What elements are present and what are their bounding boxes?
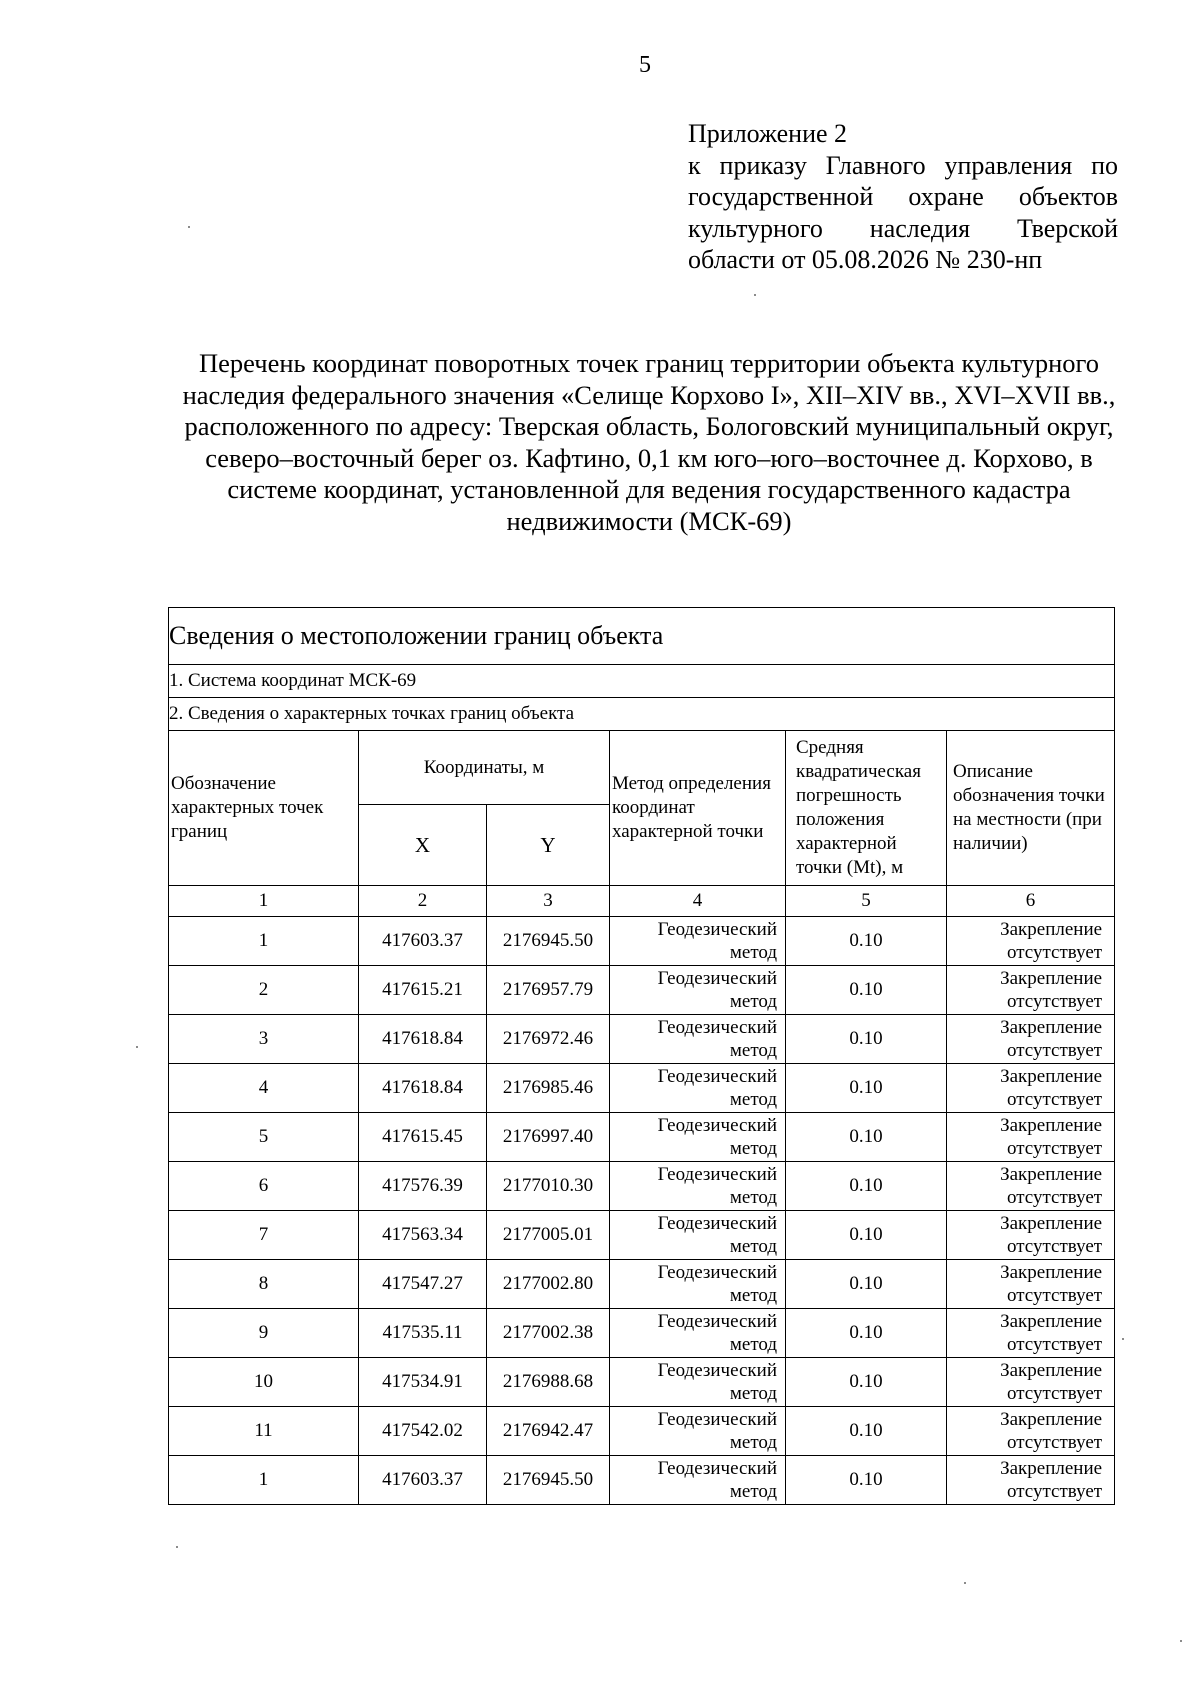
description-cell-line: отсутствует [1007, 1334, 1103, 1355]
column-number: 2 [359, 886, 487, 917]
x-coordinate-cell: 417576.39 [359, 1162, 487, 1211]
method-cell-line: метод [729, 991, 777, 1012]
x-coordinate-cell: 417615.45 [359, 1113, 487, 1162]
error-cell: 0.10 [786, 1015, 947, 1064]
scan-speck [1122, 1338, 1124, 1340]
description-cell-line: Закрепление [1000, 1065, 1103, 1087]
x-coordinate-cell: 417618.84 [359, 1064, 487, 1113]
table-row [169, 1309, 1115, 1358]
y-coordinate-cell: 2176985.46 [487, 1064, 610, 1113]
error-cell: 0.10 [786, 1456, 947, 1505]
point-id-cell: 11 [169, 1407, 359, 1456]
table-row [169, 1015, 1115, 1064]
method-cell-line: Геодезический [657, 1310, 777, 1332]
table-row [169, 1064, 1115, 1113]
table-row [169, 1358, 1115, 1407]
method-cell-line: Геодезический [657, 967, 777, 989]
annex-block [688, 118, 1118, 276]
column-number: 3 [487, 886, 610, 917]
method-cell [610, 1064, 786, 1113]
method-cell-line: Геодезический [657, 918, 777, 940]
error-cell: 0.10 [786, 1358, 947, 1407]
boundary-coordinates-table [168, 607, 1115, 1505]
point-id-cell: 4 [169, 1064, 359, 1113]
error-cell: 0.10 [786, 966, 947, 1015]
description-cell-line: Закрепление [1000, 1457, 1103, 1479]
method-cell [610, 917, 786, 966]
description-cell [947, 1211, 1115, 1260]
description-cell-line: отсутствует [1007, 1285, 1103, 1306]
x-coordinate-cell: 417535.11 [359, 1309, 487, 1358]
method-cell-line: метод [729, 1481, 777, 1502]
method-cell-line: метод [729, 1236, 777, 1257]
description-cell [947, 917, 1115, 966]
x-coordinate-cell: 417563.34 [359, 1211, 487, 1260]
header-row-1 [169, 731, 1115, 805]
method-cell-line: метод [729, 1334, 777, 1355]
method-cell-line: Геодезический [657, 1408, 777, 1430]
method-cell-line: метод [729, 1383, 777, 1404]
description-cell-line: отсутствует [1007, 1040, 1103, 1061]
method-cell-line: Геодезический [657, 1065, 777, 1087]
method-cell-line: метод [729, 942, 777, 963]
scan-speck [188, 226, 190, 228]
method-cell [610, 1113, 786, 1162]
description-cell-line: отсутствует [1007, 942, 1103, 963]
document-title: Перечень координат поворотных точек границ территории объекта культурного наследия федерального значения «Селище Корхово I», XII–XIV вв., XVI–XVII вв., расположенного по адресу: Тверская область, Бологовский муниципальный округ, северо–восточный берег оз. Кафтино, 0,1 км юго–юго–восточнее д. Корхово, в системе координат, установленной для ведения государственного кадастра недвижимости (МСК-69) [182, 348, 1116, 536]
method-cell-line: метод [729, 1432, 777, 1453]
error-cell: 0.10 [786, 1309, 947, 1358]
method-cell-line: Геодезический [657, 1163, 777, 1185]
section-title: Сведения о местоположении границ объекта [169, 608, 1115, 665]
header-error: Средняя квадратическая погрешность положения характерной точки (Mt), м [786, 731, 947, 886]
description-cell-line: отсутствует [1007, 1187, 1103, 1208]
scan-speck [176, 1546, 178, 1548]
description-cell-line: Закрепление [1000, 918, 1103, 940]
method-cell [610, 1162, 786, 1211]
table-row [169, 1456, 1115, 1505]
y-coordinate-cell: 2176945.50 [487, 1456, 610, 1505]
method-cell-line: Геодезический [657, 1114, 777, 1136]
y-coordinate-cell: 2176942.47 [487, 1407, 610, 1456]
method-cell-line: Геодезический [657, 1261, 777, 1283]
scan-speck [964, 1582, 966, 1584]
description-cell [947, 1309, 1115, 1358]
column-number: 5 [786, 886, 947, 917]
method-cell-line: метод [729, 1089, 777, 1110]
method-cell-line: метод [729, 1040, 777, 1061]
table-row [169, 966, 1115, 1015]
method-cell-line: метод [729, 1138, 777, 1159]
point-id-cell: 7 [169, 1211, 359, 1260]
point-id-cell: 8 [169, 1260, 359, 1309]
scan-speck [136, 1046, 138, 1048]
point-id-cell: 2 [169, 966, 359, 1015]
method-cell [610, 1407, 786, 1456]
annex-text: к приказу Главного управления по государственной охране объектов культурного наследия Тверской области от 05.08.2026 № 230-нп [688, 150, 1118, 274]
section-title-row [169, 608, 1115, 665]
y-coordinate-cell: 2176988.68 [487, 1358, 610, 1407]
points-title-row [169, 698, 1115, 731]
description-cell [947, 1113, 1115, 1162]
description-cell-line: Закрепление [1000, 1408, 1103, 1430]
description-cell [947, 966, 1115, 1015]
header-description: Описание обозначения точки на местности (при наличии) [947, 731, 1115, 886]
method-cell [610, 1358, 786, 1407]
column-number: 1 [169, 886, 359, 917]
error-cell: 0.10 [786, 1113, 947, 1162]
page-number: 5 [639, 52, 651, 78]
description-cell-line: отсутствует [1007, 1236, 1103, 1257]
table-row [169, 1407, 1115, 1456]
description-cell-line: отсутствует [1007, 1383, 1103, 1404]
y-coordinate-cell: 2176972.46 [487, 1015, 610, 1064]
point-id-cell: 3 [169, 1015, 359, 1064]
description-cell-line: Закрепление [1000, 1016, 1103, 1038]
description-cell-line: Закрепление [1000, 967, 1103, 989]
coord-system-row [169, 665, 1115, 698]
description-cell [947, 1162, 1115, 1211]
table-row [169, 917, 1115, 966]
x-coordinate-cell: 417615.21 [359, 966, 487, 1015]
method-cell-line: метод [729, 1187, 777, 1208]
method-cell [610, 1015, 786, 1064]
table-row [169, 1260, 1115, 1309]
points-title: 2. Сведения о характерных точках границ объекта [169, 698, 1115, 731]
method-cell-line: Геодезический [657, 1016, 777, 1038]
column-number: 4 [610, 886, 786, 917]
point-id-cell: 9 [169, 1309, 359, 1358]
method-cell [610, 1260, 786, 1309]
point-id-cell: 10 [169, 1358, 359, 1407]
y-coordinate-cell: 2176957.79 [487, 966, 610, 1015]
table-row [169, 1162, 1115, 1211]
header-designation: Обозначение характерных точек границ [169, 731, 359, 886]
annex-title: Приложение 2 [688, 119, 848, 148]
method-cell [610, 1211, 786, 1260]
column-number: 6 [947, 886, 1115, 917]
description-cell-line: отсутствует [1007, 991, 1103, 1012]
description-cell-line: отсутствует [1007, 1138, 1103, 1159]
description-cell-line: Закрепление [1000, 1163, 1103, 1185]
description-cell [947, 1456, 1115, 1505]
description-cell-line: отсутствует [1007, 1481, 1103, 1502]
description-cell-line: Закрепление [1000, 1310, 1103, 1332]
description-cell [947, 1015, 1115, 1064]
error-cell: 0.10 [786, 1407, 947, 1456]
header-method: Метод определения координат характерной точки [610, 731, 786, 886]
method-cell-line: метод [729, 1285, 777, 1306]
description-cell-line: отсутствует [1007, 1432, 1103, 1453]
x-coordinate-cell: 417534.91 [359, 1358, 487, 1407]
header-x: X [359, 805, 487, 886]
y-coordinate-cell: 2176945.50 [487, 917, 610, 966]
y-coordinate-cell: 2177005.01 [487, 1211, 610, 1260]
description-cell-line: Закрепление [1000, 1359, 1103, 1381]
point-id-cell: 5 [169, 1113, 359, 1162]
method-cell [610, 966, 786, 1015]
x-coordinate-cell: 417542.02 [359, 1407, 487, 1456]
y-coordinate-cell: 2177002.38 [487, 1309, 610, 1358]
scan-speck [754, 294, 756, 296]
x-coordinate-cell: 417603.37 [359, 917, 487, 966]
method-cell-line: Геодезический [657, 1212, 777, 1234]
error-cell: 0.10 [786, 917, 947, 966]
header-y: Y [487, 805, 610, 886]
description-cell [947, 1407, 1115, 1456]
y-coordinate-cell: 2177002.80 [487, 1260, 610, 1309]
description-cell [947, 1358, 1115, 1407]
description-cell [947, 1260, 1115, 1309]
error-cell: 0.10 [786, 1064, 947, 1113]
error-cell: 0.10 [786, 1211, 947, 1260]
description-cell-line: Закрепление [1000, 1261, 1103, 1283]
table-row [169, 1211, 1115, 1260]
header-coordinates: Координаты, м [359, 731, 610, 805]
y-coordinate-cell: 2177010.30 [487, 1162, 610, 1211]
method-cell-line: Геодезический [657, 1457, 777, 1479]
y-coordinate-cell: 2176997.40 [487, 1113, 610, 1162]
method-cell [610, 1309, 786, 1358]
point-id-cell: 1 [169, 917, 359, 966]
error-cell: 0.10 [786, 1162, 947, 1211]
description-cell-line: Закрепление [1000, 1114, 1103, 1136]
table-row [169, 1113, 1115, 1162]
description-cell [947, 1064, 1115, 1113]
method-cell-line: Геодезический [657, 1359, 777, 1381]
column-number-row [169, 886, 1115, 917]
x-coordinate-cell: 417618.84 [359, 1015, 487, 1064]
x-coordinate-cell: 417547.27 [359, 1260, 487, 1309]
x-coordinate-cell: 417603.37 [359, 1456, 487, 1505]
coord-system: 1. Система координат МСК-69 [169, 665, 1115, 698]
method-cell [610, 1456, 786, 1505]
scan-speck [1180, 1640, 1182, 1642]
error-cell: 0.10 [786, 1260, 947, 1309]
point-id-cell: 1 [169, 1456, 359, 1505]
point-id-cell: 6 [169, 1162, 359, 1211]
description-cell-line: отсутствует [1007, 1089, 1103, 1110]
description-cell-line: Закрепление [1000, 1212, 1103, 1234]
